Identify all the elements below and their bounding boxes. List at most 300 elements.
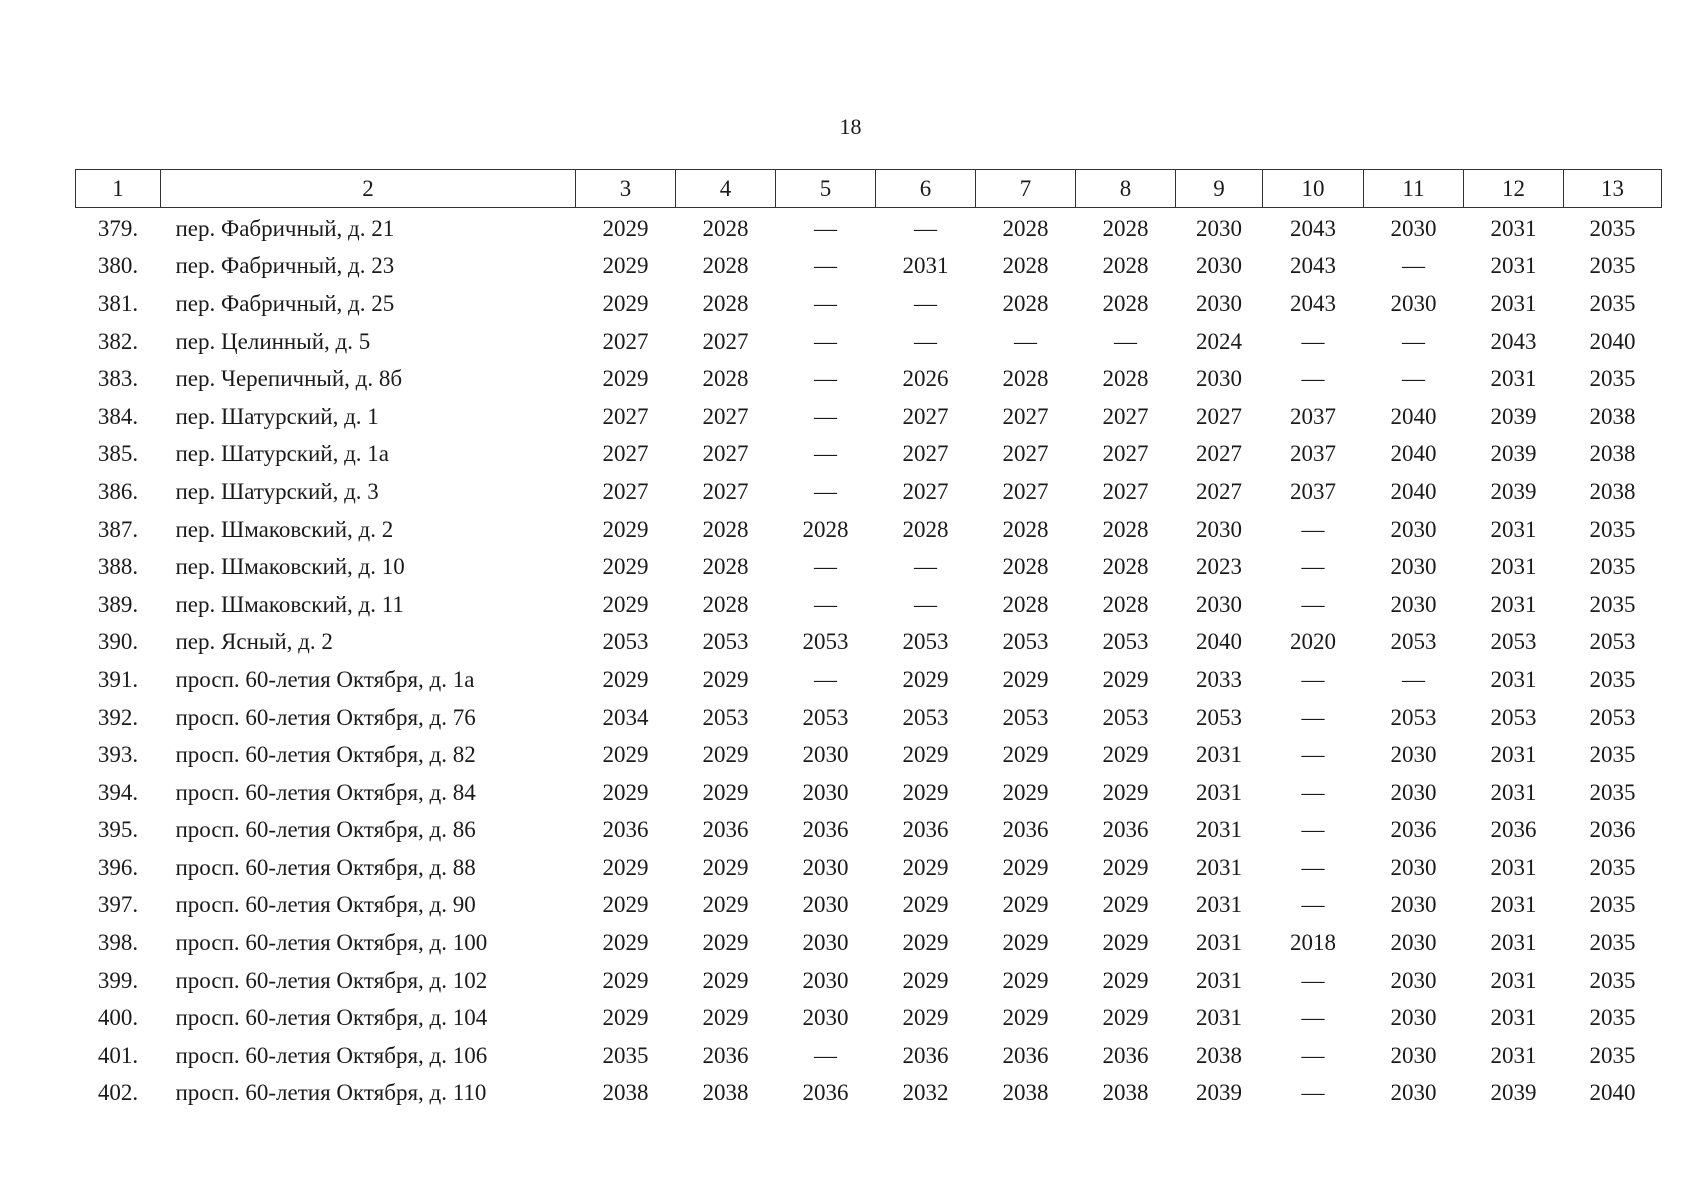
year-cell: — <box>914 591 937 617</box>
year-cell: 2029 <box>1002 892 1049 918</box>
column-header: 9 <box>1176 170 1263 208</box>
year-cell: 2036 <box>702 817 749 843</box>
address-cell: пер. Целинный, д. 5 <box>175 328 371 354</box>
year-cell: 2030 <box>1390 742 1437 768</box>
table-row <box>76 586 1662 624</box>
year-cell: 2031 <box>1490 1005 1537 1031</box>
year-cell: 2038 <box>1102 1080 1149 1106</box>
column-header: 13 <box>1564 170 1662 208</box>
year-cell: 2039 <box>1196 1080 1242 1106</box>
table-row <box>76 887 1662 925</box>
year-cell: — <box>914 290 937 316</box>
address-cell: просп. 60-летия Октября, д. 1а <box>175 666 475 692</box>
year-cell: 2030 <box>1390 779 1437 805</box>
address-cell: просп. 60-летия Октября, д. 104 <box>175 1005 488 1031</box>
year-cell: 2020 <box>1290 629 1336 655</box>
year-cell: 2038 <box>1002 1080 1049 1106</box>
year-cell: 2030 <box>1196 253 1242 279</box>
year-cell: 2031 <box>1490 854 1537 880</box>
year-cell: 2029 <box>1102 666 1149 692</box>
year-cell: — <box>1301 591 1325 617</box>
year-cell: 2035 <box>1589 779 1636 805</box>
address-cell: просп. 60-летия Октября, д. 100 <box>175 930 488 956</box>
year-cell: 2027 <box>702 441 749 467</box>
year-cell: 2053 <box>1102 629 1149 655</box>
year-cell: 2029 <box>602 366 649 392</box>
year-cell: 2036 <box>1490 817 1537 843</box>
year-cell: 2033 <box>1196 666 1242 692</box>
year-cell: 2035 <box>1589 892 1636 918</box>
year-cell: 2029 <box>702 1005 749 1031</box>
year-cell: 2037 <box>1290 441 1336 467</box>
year-cell: 2030 <box>1390 516 1437 542</box>
year-cell: 2053 <box>802 629 849 655</box>
year-cell: 2029 <box>602 742 649 768</box>
year-cell: 2040 <box>1390 441 1437 467</box>
year-cell: 2031 <box>1490 290 1537 316</box>
year-cell: 2028 <box>702 366 749 392</box>
row-number-cell: 401. <box>97 1042 139 1068</box>
year-cell: 2028 <box>1102 253 1149 279</box>
header-row <box>76 170 1662 208</box>
year-cell: 2031 <box>1490 742 1537 768</box>
address-cell: просп. 60-летия Октября, д. 84 <box>175 779 476 805</box>
year-cell: 2024 <box>1196 328 1242 354</box>
year-cell: 2043 <box>1290 215 1336 241</box>
row-number-cell: 399. <box>97 967 139 993</box>
year-cell: 2028 <box>1002 366 1049 392</box>
address-cell: просп. 60-летия Октября, д. 86 <box>175 817 476 843</box>
table-row <box>76 511 1662 549</box>
address-cell: пер. Шмаковский, д. 2 <box>175 516 394 542</box>
row-number-cell: 396. <box>97 854 139 880</box>
year-cell: 2029 <box>602 215 649 241</box>
address-cell: пер. Шмаковский, д. 10 <box>175 554 405 580</box>
year-cell: 2032 <box>902 1080 949 1106</box>
year-cell: 2027 <box>1102 403 1149 429</box>
year-cell: 2030 <box>1390 854 1437 880</box>
year-cell: 2029 <box>602 892 649 918</box>
year-cell: — <box>1301 854 1325 880</box>
year-cell: — <box>1301 704 1325 730</box>
address-cell: просп. 60-летия Октября, д. 106 <box>175 1042 488 1068</box>
year-cell: 2029 <box>902 742 949 768</box>
row-number-cell: 380. <box>97 253 139 279</box>
year-cell: 2027 <box>1002 478 1049 504</box>
year-cell: — <box>1301 366 1325 392</box>
year-cell: — <box>1402 666 1425 692</box>
year-cell: 2029 <box>1002 779 1049 805</box>
year-cell: 2031 <box>1196 1005 1242 1031</box>
year-cell: 2035 <box>1589 554 1636 580</box>
table-row <box>76 360 1662 398</box>
year-cell: 2030 <box>1196 290 1242 316</box>
year-cell: 2030 <box>802 779 849 805</box>
year-cell: 2027 <box>702 403 749 429</box>
year-cell: 2029 <box>602 591 649 617</box>
row-number-cell: 390. <box>97 629 139 655</box>
year-cell: 2030 <box>802 742 849 768</box>
year-cell: 2028 <box>702 591 749 617</box>
year-cell: 2053 <box>1390 629 1437 655</box>
year-cell: 2030 <box>1390 930 1437 956</box>
row-number-cell: 394. <box>97 779 139 805</box>
year-cell: 2031 <box>1490 1042 1537 1068</box>
address-cell: просп. 60-летия Октября, д. 90 <box>175 892 476 918</box>
year-cell: 2031 <box>1490 967 1537 993</box>
year-cell: 2031 <box>1196 967 1242 993</box>
year-cell: 2026 <box>902 366 949 392</box>
year-cell: 2029 <box>1002 854 1049 880</box>
year-cell: 2029 <box>602 930 649 956</box>
year-cell: 2035 <box>1589 854 1636 880</box>
year-cell: — <box>814 290 837 316</box>
year-cell: 2029 <box>1002 742 1049 768</box>
year-cell: 2053 <box>1002 629 1049 655</box>
address-cell: просп. 60-летия Октября, д. 110 <box>175 1080 487 1106</box>
year-cell: — <box>1301 554 1325 580</box>
row-number-cell: 395. <box>97 817 139 843</box>
year-cell: — <box>1301 328 1325 354</box>
row-number-cell: 386. <box>97 478 139 504</box>
year-cell: 2036 <box>1002 1042 1049 1068</box>
column-header: 5 <box>776 170 876 208</box>
year-cell: 2028 <box>702 516 749 542</box>
year-cell: 2028 <box>902 516 949 542</box>
address-cell: пер. Черепичный, д. 8б <box>175 366 403 392</box>
year-cell: 2031 <box>1490 930 1537 956</box>
year-cell: 2029 <box>1102 1005 1149 1031</box>
year-cell: 2031 <box>1490 591 1537 617</box>
year-cell: 2038 <box>1589 441 1636 467</box>
column-header: 6 <box>876 170 976 208</box>
table-body <box>76 208 1662 1113</box>
year-cell: 2035 <box>1589 930 1636 956</box>
year-cell: — <box>814 328 837 354</box>
year-cell: 2036 <box>802 1080 849 1106</box>
year-cell: 2030 <box>1390 554 1437 580</box>
year-cell: 2035 <box>1589 591 1636 617</box>
row-number-cell: 384. <box>97 403 139 429</box>
year-cell: 2030 <box>1390 892 1437 918</box>
table-row <box>76 323 1662 361</box>
row-number-cell: 381. <box>97 290 139 316</box>
year-cell: 2036 <box>1102 817 1149 843</box>
year-cell: 2027 <box>1002 441 1049 467</box>
table-row <box>76 473 1662 511</box>
year-cell: 2053 <box>702 704 749 730</box>
year-cell: — <box>1402 328 1425 354</box>
year-cell: 2018 <box>1290 930 1336 956</box>
address-cell: пер. Шмаковский, д. 11 <box>175 591 404 617</box>
year-cell: 2038 <box>702 1080 749 1106</box>
year-cell: 2037 <box>1290 403 1336 429</box>
year-cell: 2029 <box>702 967 749 993</box>
table-row <box>76 924 1662 962</box>
year-cell: 2029 <box>902 666 949 692</box>
table-row <box>76 624 1662 662</box>
year-cell: — <box>1014 328 1037 354</box>
year-cell: 2029 <box>902 1005 949 1031</box>
year-cell: 2027 <box>702 328 749 354</box>
year-cell: — <box>814 478 837 504</box>
year-cell: 2035 <box>1589 666 1636 692</box>
column-header: 3 <box>576 170 676 208</box>
year-cell: — <box>1301 892 1325 918</box>
address-cell: просп. 60-летия Октября, д. 102 <box>175 967 488 993</box>
row-number-cell: 400. <box>97 1005 139 1031</box>
year-cell: — <box>1301 967 1325 993</box>
year-cell: 2053 <box>702 629 749 655</box>
table-row <box>76 849 1662 887</box>
column-header: 7 <box>976 170 1076 208</box>
year-cell: 2034 <box>602 704 649 730</box>
year-cell: 2031 <box>1196 930 1242 956</box>
year-cell: 2040 <box>1589 328 1636 354</box>
year-cell: 2035 <box>1589 742 1636 768</box>
year-cell: 2028 <box>1102 591 1149 617</box>
year-cell: 2030 <box>802 892 849 918</box>
year-cell: 2027 <box>902 478 949 504</box>
table-row <box>76 285 1662 323</box>
year-cell: 2030 <box>802 854 849 880</box>
year-cell: 2028 <box>1002 253 1049 279</box>
year-cell: 2029 <box>602 290 649 316</box>
row-number-cell: 391. <box>97 666 139 692</box>
column-header: 8 <box>1076 170 1176 208</box>
year-cell: 2035 <box>1589 967 1636 993</box>
year-cell: 2031 <box>1490 554 1537 580</box>
column-header: 12 <box>1464 170 1564 208</box>
year-cell: — <box>1301 742 1325 768</box>
year-cell: — <box>1114 328 1137 354</box>
column-header: 1 <box>76 170 161 208</box>
address-cell: пер. Шатурский, д. 1 <box>175 403 379 429</box>
year-cell: 2053 <box>602 629 649 655</box>
year-cell: 2029 <box>602 516 649 542</box>
year-cell: 2038 <box>602 1080 649 1106</box>
year-cell: 2030 <box>802 930 849 956</box>
year-cell: 2030 <box>1390 591 1437 617</box>
year-cell: 2029 <box>1102 930 1149 956</box>
row-number-cell: 385. <box>97 441 139 467</box>
year-cell: 2036 <box>1390 817 1437 843</box>
year-cell: 2027 <box>1196 403 1242 429</box>
year-cell: 2031 <box>1490 516 1537 542</box>
year-cell: 2030 <box>802 1005 849 1031</box>
year-cell: 2030 <box>1196 215 1242 241</box>
year-cell: 2031 <box>1196 742 1242 768</box>
table-row <box>76 736 1662 774</box>
year-cell: 2030 <box>802 967 849 993</box>
row-number-cell: 379. <box>97 215 139 241</box>
year-cell: 2036 <box>1002 817 1049 843</box>
year-cell: 2031 <box>1196 779 1242 805</box>
year-cell: — <box>914 328 937 354</box>
year-cell: 2043 <box>1290 253 1336 279</box>
row-number-cell: 387. <box>97 516 139 542</box>
year-cell: 2053 <box>1490 704 1537 730</box>
column-header: 11 <box>1364 170 1464 208</box>
address-cell: просп. 60-летия Октября, д. 88 <box>175 854 476 880</box>
table-row <box>76 248 1662 286</box>
year-cell: 2029 <box>602 967 649 993</box>
year-cell: 2027 <box>602 403 649 429</box>
year-cell: 2029 <box>902 854 949 880</box>
year-cell: 2031 <box>1196 892 1242 918</box>
table-row <box>76 812 1662 850</box>
year-cell: 2053 <box>1102 704 1149 730</box>
year-cell: 2030 <box>1390 290 1437 316</box>
year-cell: 2029 <box>702 779 749 805</box>
year-cell: 2035 <box>1589 1005 1636 1031</box>
year-cell: 2028 <box>1002 215 1049 241</box>
year-cell: 2031 <box>1490 892 1537 918</box>
year-cell: 2029 <box>1002 1005 1049 1031</box>
year-cell: 2043 <box>1290 290 1336 316</box>
year-cell: 2028 <box>802 516 849 542</box>
year-cell: 2053 <box>1589 704 1636 730</box>
year-cell: 2036 <box>802 817 849 843</box>
year-cell: 2053 <box>1490 629 1537 655</box>
year-cell: 2028 <box>1002 591 1049 617</box>
year-cell: 2029 <box>702 742 749 768</box>
column-header: 4 <box>676 170 776 208</box>
year-cell: 2043 <box>1490 328 1537 354</box>
year-cell: 2027 <box>902 403 949 429</box>
year-cell: 2040 <box>1390 403 1437 429</box>
address-cell: просп. 60-летия Октября, д. 82 <box>175 742 476 768</box>
year-cell: 2027 <box>602 328 649 354</box>
year-cell: 2035 <box>1589 1042 1636 1068</box>
row-number-cell: 402. <box>97 1080 139 1106</box>
year-cell: 2028 <box>1002 554 1049 580</box>
year-cell: — <box>1402 366 1425 392</box>
year-cell: 2029 <box>1102 779 1149 805</box>
year-cell: 2035 <box>1589 290 1636 316</box>
row-number-cell: 389. <box>97 591 139 617</box>
year-cell: 2053 <box>902 704 949 730</box>
year-cell: 2029 <box>902 892 949 918</box>
row-number-cell: 383. <box>97 366 139 392</box>
table-row <box>76 661 1662 699</box>
row-number-cell: 397. <box>97 892 139 918</box>
year-cell: 2040 <box>1196 629 1242 655</box>
year-cell: 2027 <box>902 441 949 467</box>
year-cell: 2053 <box>1002 704 1049 730</box>
year-cell: 2053 <box>1196 704 1242 730</box>
year-cell: 2038 <box>1196 1042 1242 1068</box>
year-cell: 2029 <box>602 253 649 279</box>
address-cell: пер. Фабричный, д. 25 <box>175 290 395 316</box>
year-cell: 2036 <box>602 817 649 843</box>
year-cell: 2029 <box>902 779 949 805</box>
row-number-cell: 393. <box>97 742 139 768</box>
year-cell: — <box>814 554 837 580</box>
year-cell: 2039 <box>1490 1080 1537 1106</box>
year-cell: 2035 <box>1589 366 1636 392</box>
year-cell: 2027 <box>1002 403 1049 429</box>
address-cell: пер. Ясный, д. 2 <box>175 629 333 655</box>
year-cell: — <box>814 215 837 241</box>
year-cell: — <box>1301 779 1325 805</box>
year-cell: 2028 <box>702 290 749 316</box>
data-table <box>75 169 1662 1112</box>
year-cell: 2036 <box>902 1042 949 1068</box>
year-cell: 2030 <box>1390 967 1437 993</box>
year-cell: 2029 <box>1002 666 1049 692</box>
year-cell: 2031 <box>1490 215 1537 241</box>
year-cell: 2027 <box>1196 441 1242 467</box>
year-cell: 2037 <box>1290 478 1336 504</box>
table-row <box>76 774 1662 812</box>
year-cell: 2035 <box>602 1042 649 1068</box>
year-cell: 2030 <box>1196 591 1242 617</box>
year-cell: 2038 <box>1589 403 1636 429</box>
year-cell: 2029 <box>1102 742 1149 768</box>
page-number: 18 <box>839 114 862 139</box>
year-cell: 2029 <box>902 967 949 993</box>
year-cell: 2031 <box>902 253 949 279</box>
year-cell: — <box>814 253 837 279</box>
year-cell: 2035 <box>1589 253 1636 279</box>
year-cell: 2028 <box>1102 290 1149 316</box>
year-cell: 2029 <box>602 779 649 805</box>
year-cell: 2029 <box>1102 967 1149 993</box>
year-cell: 2027 <box>1196 478 1242 504</box>
year-cell: 2053 <box>1390 704 1437 730</box>
year-cell: 2029 <box>902 930 949 956</box>
year-cell: 2029 <box>702 854 749 880</box>
year-cell: 2029 <box>702 892 749 918</box>
row-number-cell: 392. <box>97 704 139 730</box>
year-cell: 2028 <box>1102 554 1149 580</box>
year-cell: 2028 <box>1102 516 1149 542</box>
year-cell: — <box>814 591 837 617</box>
year-cell: 2027 <box>602 478 649 504</box>
year-cell: — <box>814 366 837 392</box>
year-cell: 2036 <box>1102 1042 1149 1068</box>
year-cell: 2036 <box>1589 817 1636 843</box>
year-cell: 2039 <box>1490 403 1537 429</box>
row-number-cell: 382. <box>97 328 139 354</box>
year-cell: 2029 <box>602 854 649 880</box>
column-header: 2 <box>161 170 576 208</box>
year-cell: 2027 <box>1102 441 1149 467</box>
year-cell: 2053 <box>902 629 949 655</box>
year-cell: 2029 <box>1102 892 1149 918</box>
address-cell: пер. Фабричный, д. 23 <box>175 253 395 279</box>
column-header: 10 <box>1263 170 1364 208</box>
year-cell: 2029 <box>602 666 649 692</box>
table-row <box>76 398 1662 436</box>
year-cell: 2029 <box>1002 930 1049 956</box>
year-cell: 2040 <box>1390 478 1437 504</box>
year-cell: — <box>1301 1042 1325 1068</box>
year-cell: 2027 <box>702 478 749 504</box>
year-cell: 2040 <box>1589 1080 1636 1106</box>
year-cell: — <box>814 1042 837 1068</box>
year-cell: 2028 <box>1002 516 1049 542</box>
year-cell: 2036 <box>902 817 949 843</box>
year-cell: 2028 <box>1102 366 1149 392</box>
table-row <box>76 436 1662 474</box>
year-cell: — <box>1301 1080 1325 1106</box>
year-cell: 2028 <box>702 554 749 580</box>
row-number-cell: 398. <box>97 930 139 956</box>
table-row <box>76 1075 1662 1113</box>
year-cell: 2029 <box>602 554 649 580</box>
